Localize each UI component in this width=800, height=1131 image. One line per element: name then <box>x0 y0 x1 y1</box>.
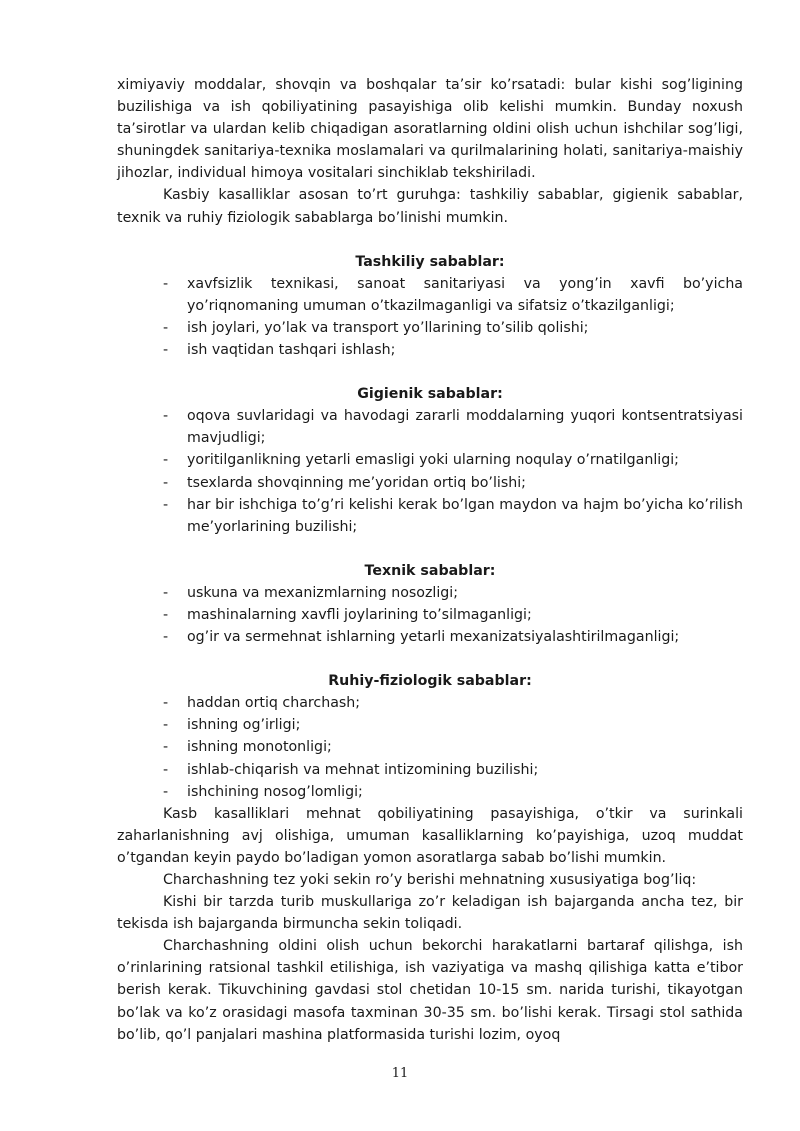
section-heading-tashkiliy: Tashkiliy sabablar: <box>355 253 505 270</box>
list-item: - tsexlarda shovqinning me’yoridan ortiq bo’lishi; <box>117 472 743 494</box>
list-item: - uskuna va mexanizmlarning nosozligi; <box>117 582 743 604</box>
list-item: - ish joylari, yo’lak va transport yo’llarining to’silib qolishi; <box>117 317 743 339</box>
page-number: 11 <box>391 1066 409 1081</box>
list-item: - oqova suvlaridagi va havodagi zararli moddalarning yuqori kontsentratsiyasi mavjudligi; <box>117 405 743 449</box>
ruhiy-fiziologik-list <box>117 692 743 802</box>
outro-paragraph-1: Kasb kasalliklari mehnat qobiliyatining pasayishiga, o’tkir va surinkali zaharlanishning avj olishiga, umuman kasalliklarning ko’payishiga, uzoq muddat o’tgandan keyin paydo bo’ladigan yomon asoratlarga sabab bo’lishi mumkin. <box>117 805 743 866</box>
list-item: - xavfsizlik texnikasi, sanoat sanitariyasi va yong’in xavfi bo’yicha yo’riqnomaning umuman o’tkazilmaganligi va sifatsiz o’tkazilganligi; <box>117 273 743 317</box>
list-item: - ish vaqtidan tashqari ishlash; <box>117 339 743 361</box>
list-item: - og’ir va sermehnat ishlarning yetarli mexanizatsiyalashtirilmaganligi; <box>117 626 743 648</box>
list-item: - yoritilganlikning yetarli emasligi yoki ularning noqulay o’rnatilganligi; <box>117 449 743 471</box>
list-item: - ishning monotonligi; <box>117 736 743 758</box>
section-heading-ruhiy-fiziologik: Ruhiy-fiziologik sabablar: <box>328 673 532 690</box>
list-item: - ishchining nosog’lomligi; <box>117 781 743 803</box>
list-item: - ishning og’irligi; <box>117 714 743 736</box>
list-item: - ishlab-chiqarish va mehnat intizomining buzilishi; <box>117 759 743 781</box>
list-item: - mashinalarning xavfli joylarining to’silmaganligi; <box>117 604 743 626</box>
outro-paragraph-4: Charchashning oldini olish uchun bekorchi harakatlarni bartaraf qilishga, ish o’rinlarining ratsional tashkil etilishiga, ish vaziyatiga va mashq qilishiga katta e’tibor berish kerak. Tikuvchining gavdasi stol chetidan 10-15 sm. narida turishi, tikayotgan bo’lak va ko’z orasidagi masofa taxminan 30-35 sm. bo’lishi kerak. Tirsagi stol sathida bo’lib, qo’l panjalari mashina platformasida turishi lozim, oyoq <box>117 938 743 1043</box>
outro-paragraph-3: Kishi bir tarzda turib muskullariga zo’r keladigan ish bajarganda ancha tez, bir tekisda ish bajarganda birmuncha sekin toliqadi. <box>117 894 743 933</box>
gigienik-list <box>117 405 743 538</box>
tashkiliy-list <box>117 273 743 361</box>
section-heading-texnik: Texnik sabablar: <box>364 562 496 579</box>
intro-paragraph-1: ximiyaviy moddalar, shovqin va boshqalar ta’sir ko’rsatadi: bular kishi sog’ligining buzilishiga va ish qobiliyatining pasayishiga olib kelishi mumkin. Bunday noxush ta’sirotlar va ulardan kelib chiqadigan asoratlarning oldini olish uchun ishchilar sog’ligi, shuningdek sanitariya-texnika moslamalari va qurilmalarining holati, sanitariya-maishiy jihozlar, individual himoya vositalari sinchiklab tekshiriladi. <box>117 77 743 182</box>
list-item: - haddan ortiq charchash; <box>117 692 743 714</box>
outro-paragraph-2: Charchashning tez yoki sekin ro’y berishi mehnatning xususiyatiga bog’liq: <box>163 872 697 888</box>
document-page <box>117 74 743 1046</box>
section-heading-gigienik: Gigienik sabablar: <box>357 386 503 403</box>
intro-paragraph-2: Kasbiy kasalliklar asosan to’rt guruhga: tashkiliy sabablar, gigienik sabablar, texnik va ruhiy fiziologik sabablarga bo’linishi mumkin. <box>117 187 743 226</box>
list-item: - har bir ishchiga to’g’ri kelishi kerak bo’lgan maydon va hajm bo’yicha ko’rilish me’yorlarining buzilishi; <box>117 494 743 538</box>
texnik-list <box>117 582 743 648</box>
